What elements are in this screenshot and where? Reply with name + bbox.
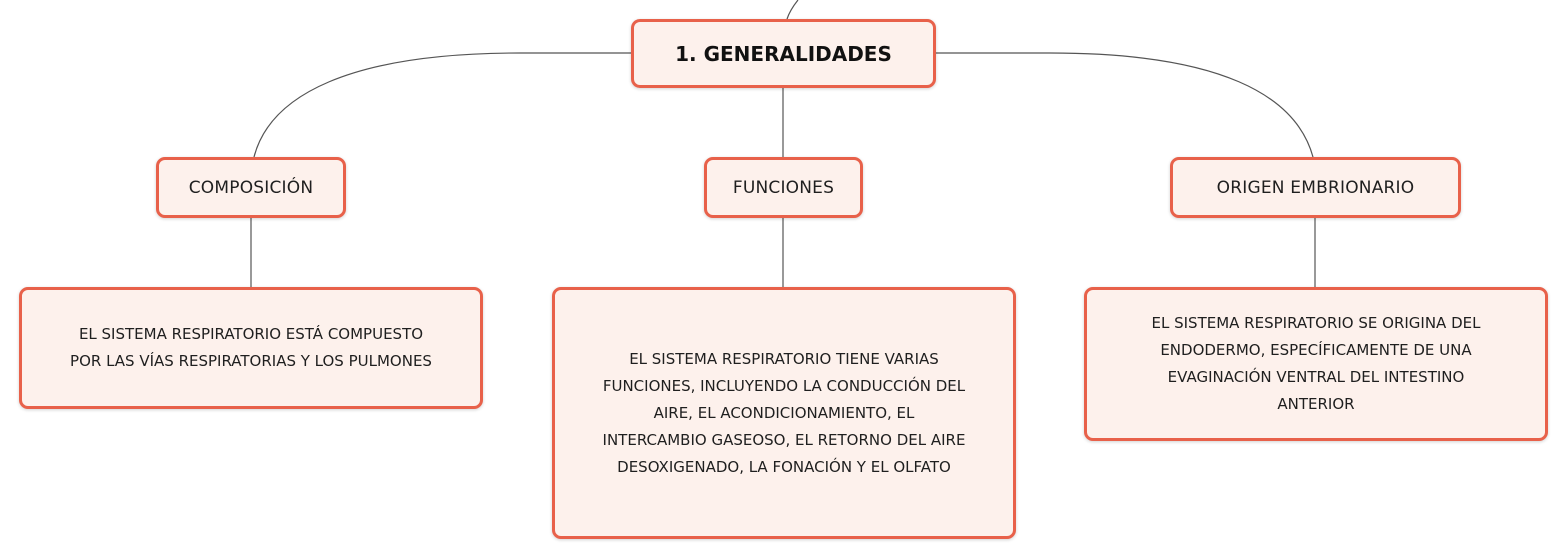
detail-line: EVAGINACIÓN VENTRAL DEL INTESTINO	[1167, 368, 1465, 386]
detail-line: FUNCIONES, INCLUYENDO LA CONDUCCIÓN DEL	[602, 376, 966, 395]
category-node-origen-embrionario[interactable]	[1170, 157, 1461, 218]
detail-line: EL SISTEMA RESPIRATORIO SE ORIGINA DEL	[1151, 314, 1481, 332]
root-node-label: 1. GENERALIDADES	[675, 41, 892, 66]
detail-line: INTERCAMBIO GASEOSO, EL RETORNO DEL AIRE	[602, 430, 966, 449]
connector-parent-to-root	[787, 0, 798, 19]
detail-node-composicion[interactable]	[19, 287, 483, 409]
root-node-generalidades[interactable]	[631, 19, 936, 88]
detail-text-origen-embrionario	[1152, 310, 1481, 418]
detail-node-funciones[interactable]	[552, 287, 1016, 539]
detail-line: DESOXIGENADO, LA FONACIÓN Y EL OLFATO	[617, 457, 951, 476]
detail-line: ANTERIOR	[1277, 395, 1355, 413]
category-node-funciones[interactable]	[704, 157, 863, 218]
detail-text-composicion	[70, 321, 432, 375]
connector-root-to-origen	[936, 53, 1313, 157]
detail-line: AIRE, EL ACONDICIONAMIENTO, EL	[653, 403, 915, 422]
detail-node-origen-embrionario[interactable]	[1084, 287, 1548, 441]
detail-line: EL SISTEMA RESPIRATORIO TIENE VARIAS	[629, 349, 939, 368]
detail-line: EL SISTEMA RESPIRATORIO ESTÁ COMPUESTO	[78, 325, 424, 343]
detail-line: ENDODERMO, ESPECÍFICAMENTE DE UNA	[1160, 341, 1472, 359]
category-label-composicion: COMPOSICIÓN	[188, 177, 314, 198]
detail-text-funciones	[603, 346, 966, 481]
category-label-origen-embrionario: ORIGEN EMBRIONARIO	[1216, 177, 1415, 198]
category-label-funciones: FUNCIONES	[732, 177, 835, 198]
detail-line: POR LAS VÍAS RESPIRATORIAS Y LOS PULMONES	[70, 352, 432, 370]
connector-root-to-composicion	[254, 53, 631, 157]
category-node-composicion[interactable]	[156, 157, 346, 218]
